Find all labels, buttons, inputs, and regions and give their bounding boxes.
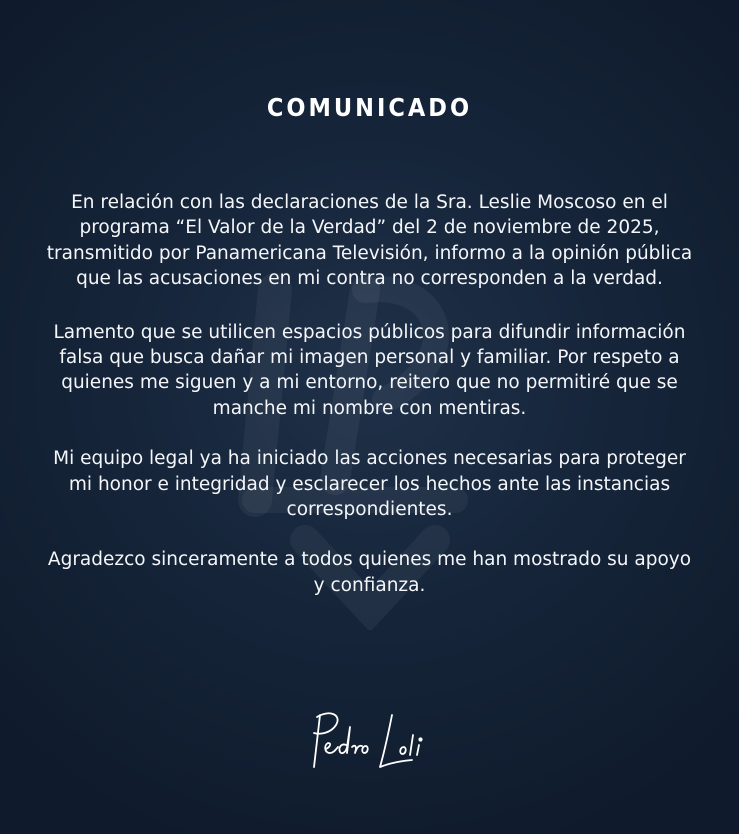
page-title: COMUNICADO: [266, 93, 473, 122]
statement-body: [40, 190, 699, 623]
paragraph-1: En relación con las declaraciones de la Sra. Leslie Moscoso en el programa “El Valor de la Verdad” del 2 de noviembre de 2025, transmitido por Panamericana Televisión, informo a la opinión pública que las acusaciones en mi contra no corresponden a la verdad.: [46, 192, 693, 290]
paragraph-4: Agradezco sinceramente a todos quienes me han mostrado su apoyo y confianza.: [47, 549, 692, 596]
signature-image: [300, 705, 440, 777]
paragraph-2: Lamento que se utilicen espacios públicos para difundir información falsa que busca dañar mi imagen personal y familiar. Por respeto a quienes me siguen y a mi entorno, reitero que no permitiré que se manche mi nombre con mentiras.: [53, 321, 686, 419]
paragraph-3: Mi equipo legal ya ha iniciado las acciones necesarias para proteger mi honor e integridad y esclarecer los hechos ante las instancias correspondientes.: [53, 448, 686, 521]
